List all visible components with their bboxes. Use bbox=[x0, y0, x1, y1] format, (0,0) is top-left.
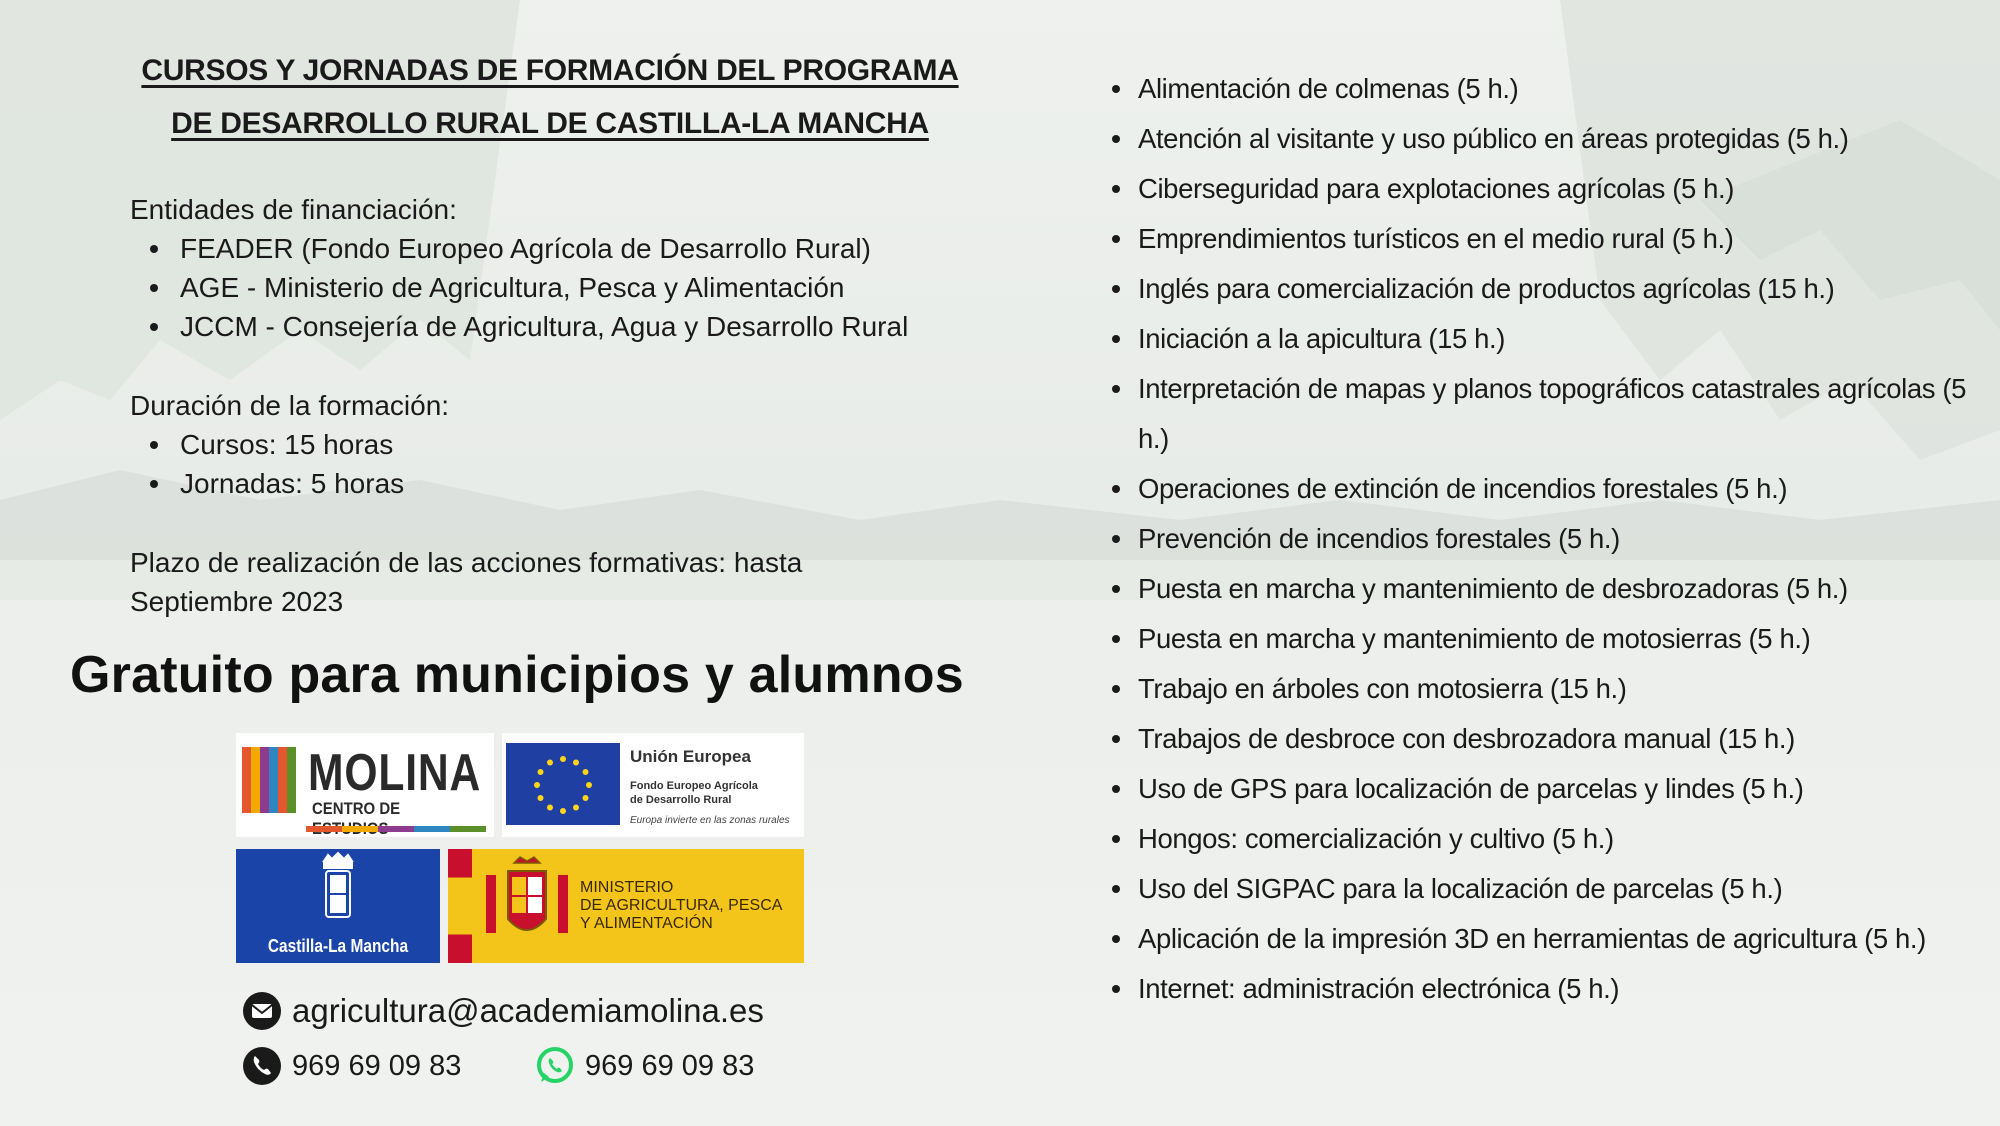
right-column bbox=[1090, 0, 2000, 1126]
course-item: Uso de GPS para localización de parcelas y lindes (5 h.) bbox=[1138, 764, 1988, 814]
list-item: JCCM - Consejería de Agricultura, Agua y Desarrollo Rural bbox=[180, 307, 908, 346]
list-item: FEADER (Fondo Europeo Agrícola de Desarrollo Rural) bbox=[180, 229, 908, 268]
ministry-line-3: Y ALIMENTACIÓN bbox=[580, 915, 713, 932]
eu-subtitle-line-2: de Desarrollo Rural bbox=[630, 794, 732, 806]
page-title-line-2: DE DESARROLLO RURAL DE CASTILLA-LA MANCHA bbox=[171, 107, 929, 140]
course-item: Operaciones de extinción de incendios forestales (5 h.) bbox=[1138, 464, 1988, 514]
contact-email[interactable] bbox=[242, 991, 764, 1031]
eu-feader-logo bbox=[502, 733, 804, 837]
course-item: Trabajos de desbroce con desbrozadora manual (15 h.) bbox=[1138, 714, 1988, 764]
contact-whatsapp[interactable] bbox=[535, 1046, 754, 1086]
eu-subtitle-line-1: Fondo Europeo Agrícola bbox=[630, 780, 758, 792]
free-banner: Gratuito para municipios y alumnos bbox=[70, 646, 964, 704]
email-address[interactable]: agricultura@academiamolina.es bbox=[292, 992, 764, 1029]
course-item: Puesta en marcha y mantenimiento de desbrozadoras (5 h.) bbox=[1138, 564, 1988, 614]
course-item: Atención al visitante y uso público en áreas protegidas (5 h.) bbox=[1138, 114, 1988, 164]
deadline-line-1: Plazo de realización de las acciones formativas: hasta bbox=[130, 547, 803, 578]
page-title-line-1: CURSOS Y JORNADAS DE FORMACIÓN DEL PROGRAMA bbox=[141, 54, 959, 87]
sponsor-logos bbox=[236, 733, 804, 969]
whatsapp-number[interactable]: 969 69 09 83 bbox=[585, 1049, 755, 1082]
list-item: Cursos: 15 horas bbox=[180, 425, 449, 464]
spain-flag-icon bbox=[448, 849, 472, 963]
phone-icon bbox=[242, 1046, 282, 1086]
deadline-section bbox=[130, 543, 890, 621]
ministry-line-2: DE AGRICULTURA, PESCA bbox=[580, 897, 783, 914]
course-item: Emprendimientos turísticos en el medio rural (5 h.) bbox=[1138, 214, 1988, 264]
course-item: Puesta en marcha y mantenimiento de motosierras (5 h.) bbox=[1138, 614, 1988, 664]
castle-crown-icon bbox=[236, 849, 440, 935]
duration-list bbox=[130, 425, 449, 503]
castilla-la-mancha-logo bbox=[236, 849, 440, 963]
spain-coat-of-arms-icon bbox=[472, 849, 582, 963]
contact-phone[interactable] bbox=[242, 1046, 461, 1086]
molina-color-bar bbox=[306, 826, 486, 832]
ministry-line-1: MINISTERIO bbox=[580, 879, 674, 896]
molina-m-icon bbox=[242, 747, 304, 813]
eu-subtitle bbox=[630, 779, 800, 807]
financing-list bbox=[130, 229, 908, 346]
molina-subtitle: CENTRO DE bbox=[312, 799, 401, 818]
whatsapp-icon bbox=[535, 1046, 575, 1086]
duration-section bbox=[130, 386, 449, 503]
phone-number[interactable]: 969 69 09 83 bbox=[292, 1049, 462, 1082]
molina-name: MOLINA bbox=[308, 744, 482, 802]
ministry-logo bbox=[448, 849, 804, 963]
course-item: Hongos: comercialización y cultivo (5 h.) bbox=[1138, 814, 1988, 864]
ministry-name bbox=[580, 879, 782, 933]
email-icon bbox=[242, 991, 282, 1031]
list-item: Jornadas: 5 horas bbox=[180, 464, 449, 503]
eu-title: Unión Europea bbox=[630, 747, 751, 766]
course-item: Trabajo en árboles con motosierra (15 h.) bbox=[1138, 664, 1988, 714]
eu-motto: Europa invierte en las zonas rurales bbox=[630, 815, 790, 826]
course-item: Inglés para comercialización de productos agrícolas (15 h.) bbox=[1138, 264, 1988, 314]
course-item: Interpretación de mapas y planos topográficos catastrales agrícolas (5 h.) bbox=[1138, 364, 1988, 464]
course-item: Uso del SIGPAC para la localización de parcelas (5 h.) bbox=[1138, 864, 1988, 914]
deadline-line-2: Septiembre 2023 bbox=[130, 586, 344, 617]
clm-name: Castilla-La Mancha bbox=[267, 936, 409, 956]
course-item: Iniciación a la apicultura (15 h.) bbox=[1138, 314, 1988, 364]
course-list bbox=[1138, 64, 1988, 1014]
course-item: Ciberseguridad para explotaciones agrícolas (5 h.) bbox=[1138, 164, 1988, 214]
course-item: Aplicación de la impresión 3D en herramientas de agricultura (5 h.) bbox=[1138, 914, 1988, 964]
molina-logo bbox=[236, 733, 494, 837]
course-item: Prevención de incendios forestales (5 h.) bbox=[1138, 514, 1988, 564]
financing-section bbox=[130, 190, 908, 346]
course-item: Alimentación de colmenas (5 h.) bbox=[1138, 64, 1988, 114]
eu-flag-icon bbox=[506, 743, 620, 825]
course-item: Internet: administración electrónica (5 h.) bbox=[1138, 964, 1988, 1014]
duration-heading: Duración de la formación: bbox=[130, 390, 450, 421]
list-item: AGE - Ministerio de Agricultura, Pesca y Alimentación bbox=[180, 268, 908, 307]
financing-heading: Entidades de financiación: bbox=[130, 194, 457, 225]
